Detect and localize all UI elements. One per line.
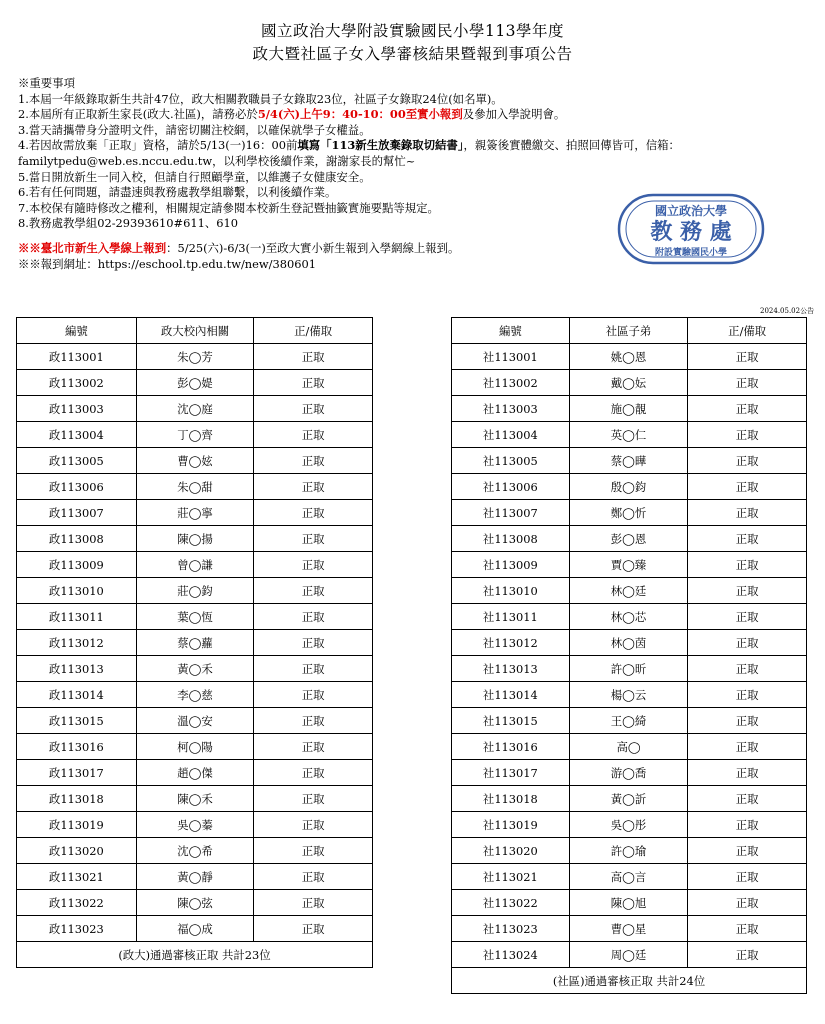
cell-number: 社113003 bbox=[452, 396, 570, 422]
cell-name: 高◯言 bbox=[569, 864, 688, 890]
cell-status: 正取 bbox=[688, 864, 807, 890]
cell-number: 社113004 bbox=[452, 422, 570, 448]
cell-name: 莊◯鈞 bbox=[136, 578, 254, 604]
cell-status: 正取 bbox=[688, 942, 807, 968]
right-header-number: 編號 bbox=[452, 318, 570, 344]
cell-status: 正取 bbox=[688, 812, 807, 838]
note-2-post: 及參加入學說明會。 bbox=[462, 107, 566, 122]
table-row bbox=[452, 942, 807, 968]
cell-status: 正取 bbox=[254, 708, 373, 734]
table-row bbox=[452, 838, 807, 864]
cell-number: 政113023 bbox=[17, 916, 137, 942]
cell-number: 政113018 bbox=[17, 786, 137, 812]
title-line-2: 政大暨社區子女入學審核結果暨報到事項公告 bbox=[252, 45, 573, 63]
community-admission-table bbox=[451, 317, 807, 994]
cell-number: 政113013 bbox=[17, 656, 137, 682]
table-row bbox=[452, 864, 807, 890]
cell-number: 社113014 bbox=[452, 682, 570, 708]
table-row bbox=[17, 656, 373, 682]
cell-number: 社113019 bbox=[452, 812, 570, 838]
cell-status: 正取 bbox=[254, 578, 373, 604]
cell-name: 沈◯庭 bbox=[136, 396, 254, 422]
table-row bbox=[452, 656, 807, 682]
cell-name: 許◯瑜 bbox=[569, 838, 688, 864]
cell-name: 陳◯旭 bbox=[569, 890, 688, 916]
right-header-status: 正/備取 bbox=[688, 318, 807, 344]
table-row bbox=[17, 682, 373, 708]
cell-number: 政113006 bbox=[17, 474, 137, 500]
cell-number: 社113012 bbox=[452, 630, 570, 656]
cell-number: 社113018 bbox=[452, 786, 570, 812]
cell-number: 社113001 bbox=[452, 344, 570, 370]
left-header-status: 正/備取 bbox=[254, 318, 373, 344]
note-2-highlight: 5/4(六)上午9：40-10：00至實小報到 bbox=[257, 107, 463, 122]
cell-number: 社113006 bbox=[452, 474, 570, 500]
cell-name: 陳◯揚 bbox=[136, 526, 254, 552]
table-row bbox=[452, 344, 807, 370]
cell-number: 社113020 bbox=[452, 838, 570, 864]
cell-name: 曹◯妶 bbox=[136, 448, 254, 474]
cell-number: 社113017 bbox=[452, 760, 570, 786]
cell-name: 施◯靚 bbox=[569, 396, 688, 422]
cell-name: 黃◯禾 bbox=[136, 656, 254, 682]
note-4-pre: 4.若因故需放棄「正取」資格，請於5/13(一)16：00前 bbox=[18, 138, 298, 153]
cell-name: 柯◯陽 bbox=[136, 734, 254, 760]
nccu-admission-table bbox=[16, 317, 373, 968]
cell-status: 正取 bbox=[688, 370, 807, 396]
cell-name: 溫◯安 bbox=[136, 708, 254, 734]
table-row bbox=[452, 500, 807, 526]
cell-status: 正取 bbox=[688, 422, 807, 448]
cell-name: 英◯仁 bbox=[569, 422, 688, 448]
cell-status: 正取 bbox=[254, 656, 373, 682]
cell-name: 王◯綺 bbox=[569, 708, 688, 734]
cell-number: 政113021 bbox=[17, 864, 137, 890]
table-row bbox=[452, 422, 807, 448]
table-row bbox=[452, 916, 807, 942]
table-row bbox=[452, 604, 807, 630]
cell-name: 曹◯星 bbox=[569, 916, 688, 942]
table-row bbox=[17, 760, 373, 786]
right-table-body bbox=[452, 344, 807, 968]
table-row bbox=[452, 396, 807, 422]
cell-number: 政113005 bbox=[17, 448, 137, 474]
cell-status: 正取 bbox=[254, 864, 373, 890]
cell-name: 蔡◯曄 bbox=[569, 448, 688, 474]
right-table-total: (社區)通過審核正取 共計24位 bbox=[452, 968, 807, 994]
cell-status: 正取 bbox=[688, 890, 807, 916]
cell-status: 正取 bbox=[254, 786, 373, 812]
table-row bbox=[452, 370, 807, 396]
cell-status: 正取 bbox=[688, 630, 807, 656]
cell-status: 正取 bbox=[254, 812, 373, 838]
cell-status: 正取 bbox=[254, 916, 373, 942]
cell-name: 福◯成 bbox=[136, 916, 254, 942]
cell-status: 正取 bbox=[688, 396, 807, 422]
cell-status: 正取 bbox=[688, 682, 807, 708]
cell-name: 蔡◯蘿 bbox=[136, 630, 254, 656]
cell-status: 正取 bbox=[254, 526, 373, 552]
stamp-line-1: 國立政治大學 bbox=[654, 204, 728, 218]
table-row bbox=[17, 604, 373, 630]
cell-number: 政113012 bbox=[17, 630, 137, 656]
cell-name: 葉◯恆 bbox=[136, 604, 254, 630]
announcement-date: 2024.05.02公告 bbox=[760, 307, 815, 315]
cell-number: 政113003 bbox=[17, 396, 137, 422]
table-row bbox=[452, 760, 807, 786]
table-row bbox=[452, 812, 807, 838]
left-table-body bbox=[17, 344, 373, 942]
table-row bbox=[17, 578, 373, 604]
table-row bbox=[452, 552, 807, 578]
notes-heading: ※重要事項 bbox=[18, 76, 75, 90]
cell-name: 姚◯恩 bbox=[569, 344, 688, 370]
online-registration-label: ※※臺北市新生入學線上報到 bbox=[18, 240, 167, 255]
cell-status: 正取 bbox=[688, 526, 807, 552]
cell-number: 社113021 bbox=[452, 864, 570, 890]
online-registration bbox=[18, 241, 658, 257]
cell-number: 社113008 bbox=[452, 526, 570, 552]
cell-name: 吳◯彤 bbox=[569, 812, 688, 838]
cell-status: 正取 bbox=[254, 474, 373, 500]
cell-name: 林◯芯 bbox=[569, 604, 688, 630]
cell-status: 正取 bbox=[254, 604, 373, 630]
note-4-post: ，親簽後實體繳交、拍照回傳皆可，信箱： bbox=[463, 138, 680, 153]
cell-status: 正取 bbox=[254, 344, 373, 370]
note-6: 6.若有任何問題，請盡速與教務處教學組聯繫，以利後續作業。 bbox=[18, 185, 337, 200]
table-row bbox=[17, 422, 373, 448]
cell-status: 正取 bbox=[254, 370, 373, 396]
title-line-1: 國立政治大學附設實驗國民小學113學年度 bbox=[260, 22, 565, 40]
table-row bbox=[452, 526, 807, 552]
note-2 bbox=[18, 107, 658, 123]
cell-name: 朱◯甜 bbox=[136, 474, 254, 500]
cell-status: 正取 bbox=[254, 838, 373, 864]
note-3: 3.當天請攜帶身分證明文件，請密切關注校網，以確保就學子女權益。 bbox=[18, 122, 371, 137]
table-row bbox=[17, 396, 373, 422]
left-header-number: 編號 bbox=[17, 318, 137, 344]
note-5: 5.當日開放新生一同入校，但請自行照顧學童，以維護子女健康安全。 bbox=[18, 169, 371, 184]
table-row bbox=[17, 916, 373, 942]
cell-name: 周◯廷 bbox=[569, 942, 688, 968]
notes-section bbox=[18, 76, 680, 272]
cell-name: 彭◯恩 bbox=[569, 526, 688, 552]
table-row bbox=[452, 630, 807, 656]
table-row bbox=[17, 864, 373, 890]
left-header-category: 政大校內相關 bbox=[136, 318, 254, 344]
table-row bbox=[17, 890, 373, 916]
cell-name: 黃◯靜 bbox=[136, 864, 254, 890]
cell-status: 正取 bbox=[688, 656, 807, 682]
cell-name: 彭◯媞 bbox=[136, 370, 254, 396]
cell-number: 社113002 bbox=[452, 370, 570, 396]
table-row bbox=[17, 786, 373, 812]
cell-status: 正取 bbox=[254, 760, 373, 786]
cell-number: 社113013 bbox=[452, 656, 570, 682]
note-1: 1.本屆一年級錄取新生共計47位，政大相關教職員子女錄取23位，社區子女錄取24位(如名單)。 bbox=[18, 91, 503, 106]
cell-number: 政113015 bbox=[17, 708, 137, 734]
cell-name: 賈◯臻 bbox=[569, 552, 688, 578]
table-row bbox=[452, 890, 807, 916]
cell-status: 正取 bbox=[254, 422, 373, 448]
office-seal-stamp bbox=[617, 193, 765, 265]
cell-number: 社113007 bbox=[452, 500, 570, 526]
cell-status: 正取 bbox=[254, 552, 373, 578]
cell-status: 正取 bbox=[688, 734, 807, 760]
cell-number: 政113017 bbox=[17, 760, 137, 786]
table-row bbox=[452, 786, 807, 812]
cell-status: 正取 bbox=[254, 448, 373, 474]
cell-name: 朱◯芳 bbox=[136, 344, 254, 370]
cell-status: 正取 bbox=[254, 500, 373, 526]
note-4 bbox=[18, 138, 680, 154]
table-row bbox=[17, 370, 373, 396]
cell-number: 政113022 bbox=[17, 890, 137, 916]
cell-number: 政113016 bbox=[17, 734, 137, 760]
cell-number: 社113024 bbox=[452, 942, 570, 968]
cell-status: 正取 bbox=[688, 344, 807, 370]
cell-name: 鄭◯忻 bbox=[569, 500, 688, 526]
cell-status: 正取 bbox=[688, 474, 807, 500]
cell-name: 陳◯弦 bbox=[136, 890, 254, 916]
table-row bbox=[452, 448, 807, 474]
stamp-line-2: 教 務 處 bbox=[650, 219, 732, 245]
cell-status: 正取 bbox=[688, 786, 807, 812]
cell-status: 正取 bbox=[688, 552, 807, 578]
cell-number: 社113011 bbox=[452, 604, 570, 630]
table-row bbox=[17, 526, 373, 552]
table-row bbox=[452, 474, 807, 500]
cell-status: 正取 bbox=[688, 838, 807, 864]
cell-number: 社113023 bbox=[452, 916, 570, 942]
cell-number: 社113005 bbox=[452, 448, 570, 474]
cell-status: 正取 bbox=[688, 708, 807, 734]
cell-name: 李◯慈 bbox=[136, 682, 254, 708]
cell-number: 社113010 bbox=[452, 578, 570, 604]
cell-number: 政113019 bbox=[17, 812, 137, 838]
cell-status: 正取 bbox=[254, 396, 373, 422]
cell-status: 正取 bbox=[254, 682, 373, 708]
online-registration-text: ：5/25(六)-6/3(一)至政大實小新生報到入學網線上報到。 bbox=[166, 240, 460, 255]
cell-number: 政113008 bbox=[17, 526, 137, 552]
table-row bbox=[452, 734, 807, 760]
cell-number: 社113022 bbox=[452, 890, 570, 916]
cell-name: 戴◯妘 bbox=[569, 370, 688, 396]
cell-name: 林◯茵 bbox=[569, 630, 688, 656]
cell-number: 社113015 bbox=[452, 708, 570, 734]
note-4-bold: 填寫「113新生放棄錄取切結書」 bbox=[297, 138, 464, 153]
cell-status: 正取 bbox=[688, 578, 807, 604]
left-table-total: (政大)通過審核正取 共計23位 bbox=[17, 942, 373, 968]
stamp-line-3: 附設實驗國民小學 bbox=[654, 248, 728, 258]
table-row bbox=[452, 682, 807, 708]
note-2-pre: 2.本屆所有正取新生家長(政大.社區)，請務必於 bbox=[18, 107, 258, 122]
right-header-category: 社區子弟 bbox=[569, 318, 688, 344]
registration-url: ※※報到網址：https://eschool.tp.edu.tw/new/380601 bbox=[18, 256, 316, 271]
cell-status: 正取 bbox=[688, 604, 807, 630]
cell-number: 社113009 bbox=[452, 552, 570, 578]
table-row bbox=[17, 812, 373, 838]
cell-name: 曾◯謙 bbox=[136, 552, 254, 578]
cell-number: 政113009 bbox=[17, 552, 137, 578]
cell-number: 政113001 bbox=[17, 344, 137, 370]
cell-number: 政113002 bbox=[17, 370, 137, 396]
cell-number: 政113010 bbox=[17, 578, 137, 604]
cell-name: 殷◯鈞 bbox=[569, 474, 688, 500]
cell-name: 沈◯希 bbox=[136, 838, 254, 864]
cell-name: 趙◯傑 bbox=[136, 760, 254, 786]
cell-number: 政113011 bbox=[17, 604, 137, 630]
cell-number: 政113004 bbox=[17, 422, 137, 448]
cell-number: 政113014 bbox=[17, 682, 137, 708]
table-row bbox=[17, 448, 373, 474]
cell-number: 政113020 bbox=[17, 838, 137, 864]
table-row bbox=[17, 500, 373, 526]
note-4-continued: familytpedu@web.es.nccu.edu.tw，以利學校後續作業，謝謝家長的幫忙~ bbox=[18, 153, 416, 168]
table-row bbox=[17, 708, 373, 734]
table-row bbox=[17, 734, 373, 760]
cell-status: 正取 bbox=[688, 760, 807, 786]
cell-name: 楊◯云 bbox=[569, 682, 688, 708]
cell-name: 吳◯蓁 bbox=[136, 812, 254, 838]
cell-status: 正取 bbox=[254, 734, 373, 760]
cell-status: 正取 bbox=[688, 448, 807, 474]
cell-name: 黃◯訢 bbox=[569, 786, 688, 812]
table-row bbox=[17, 838, 373, 864]
cell-status: 正取 bbox=[254, 890, 373, 916]
cell-status: 正取 bbox=[254, 630, 373, 656]
cell-name: 高◯ bbox=[569, 734, 688, 760]
table-row bbox=[17, 344, 373, 370]
cell-name: 游◯喬 bbox=[569, 760, 688, 786]
cell-number: 政113007 bbox=[17, 500, 137, 526]
table-row bbox=[452, 708, 807, 734]
cell-name: 許◯昕 bbox=[569, 656, 688, 682]
cell-name: 莊◯寧 bbox=[136, 500, 254, 526]
cell-status: 正取 bbox=[688, 916, 807, 942]
note-7: 7.本校保有隨時修改之權利，相關規定請參閱本校新生登記暨抽籤實施要點等規定。 bbox=[18, 200, 439, 215]
table-row bbox=[452, 578, 807, 604]
cell-name: 陳◯禾 bbox=[136, 786, 254, 812]
table-row bbox=[17, 630, 373, 656]
cell-name: 林◯廷 bbox=[569, 578, 688, 604]
cell-name: 丁◯齊 bbox=[136, 422, 254, 448]
cell-number: 社113016 bbox=[452, 734, 570, 760]
table-row bbox=[17, 552, 373, 578]
table-row bbox=[17, 474, 373, 500]
note-8: 8.教務處教學組02-29393610#611、610 bbox=[18, 216, 238, 231]
cell-status: 正取 bbox=[688, 500, 807, 526]
